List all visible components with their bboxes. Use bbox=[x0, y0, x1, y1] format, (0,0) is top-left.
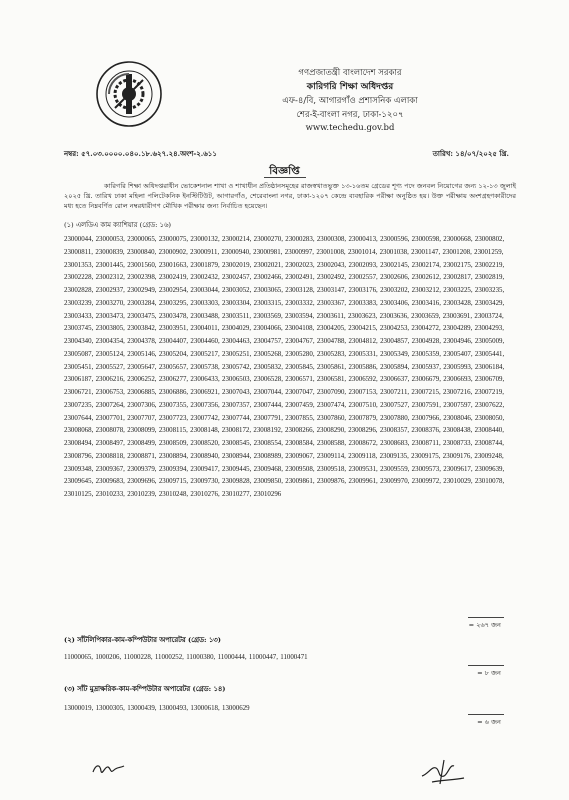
memo-date: তারিখ: ১৪/০৭/২০২৫ খ্রি. bbox=[432, 149, 509, 158]
header-address-2: শের-ই-বাংলা নগর, ঢাকা-১২০৭ bbox=[296, 110, 404, 120]
header-government: গণপ্রজাতন্ত্রী বাংলাদেশ সরকার bbox=[298, 68, 402, 78]
count-rule bbox=[468, 617, 504, 618]
roll-list-lda: 23000044, 23000053, 23000065, 23000075, 23000132, 23000214, 23000270, 23000283, 23000308, 23000413, 23000596, 23000598, 23000668, 23000802, 23000811, 23000839, 23000840, 23000902, 23000911, 23000940, 23000981, 23000997, 23001008, 23001014, 23001038, 23001147, 23001208, 23001259, 23001353, 23001445, 23001560, 23001663, 23001879, 23002019, 23002021, 23002023, 23002043, 23002093, 23002145, 23002174, 23002175, 23002219, 23002228, 23002312, 23002398, 23002419, 23002432, 23002457, 23002466, 23002491, 23002492, 23002557, 23002606, 23002612, 23002817, 23002819, 23002828, 23002937, 23002949, 23002954, 23003044, 23003052, 23003065, 23003128, 23003147, 23003176, 23003202, 23003212, 23003225, 23003235, 23003239, 23003270, 23003284, 23003295, 23003303, 23003304, 23003315, 23003332, 23003367, 23003383, 23003406, 23003416, 23003428, 23003429, 23003433, 23003473, 23003475, 23003478, 23003488, 23003511, 23003569, 23003594, 23003611, 23003623, 23003636, 23003659, 23003691, 23003724, 23003745, 23003805, 23003842, 23003951, 23004011, 23004029, 23004066, 23004108, 23004205, 23004215, 23004253, 23004272, 23004289, 23004293, 23004340, 23004354, 23004378, 23004407, 23004460, 23004463, 23004757, 23004767, 23004788, 23004812, 23004857, 23004928, 23004946, 23005009, 23005087, 23005124, 23005146, 23005204, 23005217, 23005251, 23005268, 23005280, 23005283, 23005331, 23005349, 23005359, 23005407, 23005441, 23005451, 23005527, 23005647, 23005657, 23005738, 23005742, 23005832, 23005845, 23005861, 23005886, 23005894, 23005937, 23005993, 23006184, 23006187, 23006216, 23006252, 23006277, 23006433, 23006503, 23006528, 23006571, 23006581, 23006592, 23006637, 23006679, 23006693, 23006709, 23006721, 23006753, 23006885, 23006886, 23006921, 23007043, 23007044, 23007047, 23007090, 23007153, 23007211, 23007215, 23007216, 23007219, 23007235, 23007264, 23007306, 23007355, 23007356, 23007357, 23007444, 23007459, 23007474, 23007510, 23007527, 23007591, 23007597, 23007622, 23007644, 23007701, 23007707, 23007723, 23007742, 23007744, 23007791, 23007855, 23007860, 23007879, 23007880, 23007966, 23008046, 23008050, 23008068, 23008078, 23008099, 23008115, 23008148, 23008172, 23008192, 23008266, 23008290, 23008296, 23008357, 23008376, 23008438, 23008440, 23008494, 23008497, 23008499, 23008509, 23008520, 23008545, 23008554, 23008584, 23008588, 23008672, 23008683, 23008711, 23008733, 23008744, 23008796, 23008818, 23008871, 23008894, 23008940, 23008944, 23008989, 23009067, 23009114, 23009118, 23009135, 23009175, 23009176, 23009248, 23009348, 23009367, 23009379, 23009394, 23009417, 23009445, 23009468, 23009508, 23009518, 23009531, 23009559, 23009573, 23009617, 23009639, 23009645, 23009683, 23009696, 23009715, 23009730, 23009828, 23009850, 23009861, 23009876, 23009961, 23009970, 23009972, 23010029, 23010078, 23010125, 23010233, 23010239, 23010248, 23010276, 23010277, 23010296 bbox=[64, 236, 505, 498]
notice-title: বিজ্ঞপ্তি bbox=[269, 165, 300, 177]
section-heading-ldа: (১) এলডিএ কাম ক্যাশিয়ার (গ্রেড: ১৬) bbox=[64, 221, 172, 229]
roll-list-stenographer: 11000065, 1000206, 11000228, 11000252, 11000380, 11000444, 11000447, 11000471 bbox=[64, 654, 308, 661]
dte-logo-icon bbox=[95, 60, 163, 128]
count-lda: = ২৬৭ জন bbox=[468, 621, 501, 629]
notice-intro: কারিগরি শিক্ষা অধিদপ্তরাধীন ভোকেশনাল শাখা ও শাখাধীন প্রতিষ্ঠানসমূহের রাজস্বখাতভুক্ত ১৩-১৬তম গ্রেডের শূণ্য পদে জনবল নিয়োগের জন্য ১২-১৩ জুলাই ২০২৫ খ্রি. তারিখ ঢাকা মহিলা পলিটেকনিক ইনস্টিটিউট, আগারগাঁও, শেরেবাংলা নগর, ঢাকা-১২০৭ কেন্দ্রে ব্যবহারিক পরীক্ষা অনুষ্ঠিত হয়। উক্ত পরীক্ষায় অংশগ্রহণকারীদের মধ্য হতে নিম্নবর্ণিত রোল নম্বরধারীগণ মৌখিক পরীক্ষার জন্য নির্বাচিত হয়েছেন। bbox=[64, 182, 516, 211]
header-website: www.techedu.gov.bd bbox=[305, 123, 395, 133]
roll-list-steno-typist: 13000019, 13000305, 13000439, 13000493, 13000618, 13000629 bbox=[64, 705, 250, 712]
section-heading-stenographer: (২) সাঁটলিপিকার-কাম-কম্পিউটার অপারেটর (গ্রেড: ১৩) bbox=[64, 636, 221, 644]
header-directorate: কারিগরি শিক্ষা অধিদপ্তর bbox=[306, 82, 394, 92]
initial-signature-icon bbox=[90, 758, 128, 778]
count-stenographer: = ৮ জন bbox=[477, 669, 501, 677]
memo-number: নম্বর: ৫৭.০৩.০০০০.০৪০.১৮.৬২৭.২৪.অংশ-২.৬১১ bbox=[64, 149, 217, 158]
header-address-1: এফ-৪/বি, আগারগাঁও প্রশাসনিক এলাকা bbox=[282, 96, 418, 106]
title-underline bbox=[264, 177, 306, 178]
count-rule bbox=[468, 714, 504, 715]
count-rule bbox=[468, 665, 504, 666]
count-steno-typist: = ৬ জন bbox=[477, 718, 501, 726]
section-heading-steno-typist: (৩) সাঁট মুদ্রাক্ষরিক-কাম-কম্পিউটার অপারেটর (গ্রেড: ১৪) bbox=[64, 685, 226, 693]
officer-signature-icon bbox=[418, 756, 468, 786]
